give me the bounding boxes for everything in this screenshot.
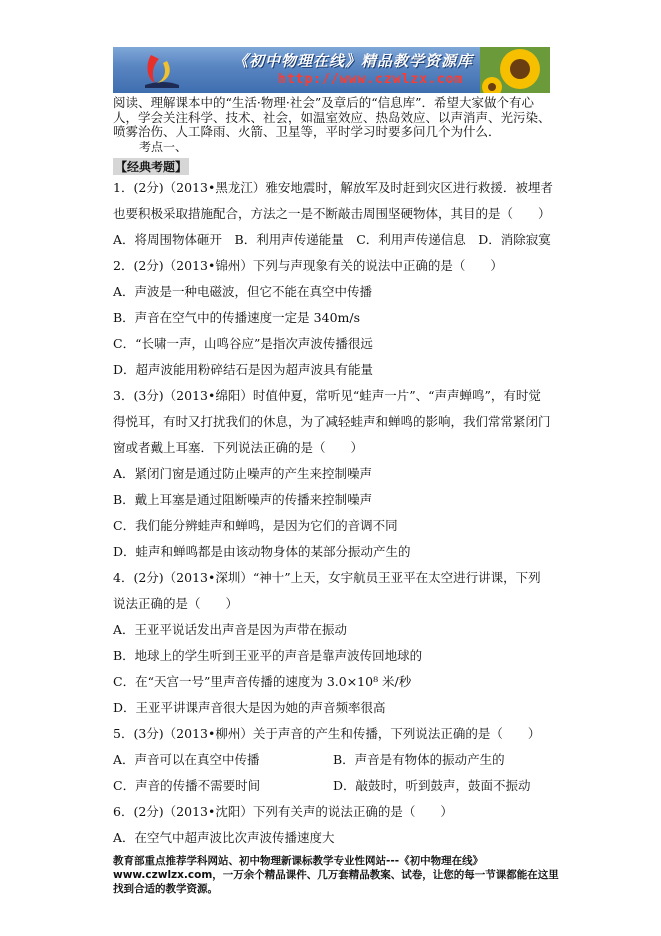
question-option: D．敲鼓时，听到鼓声，鼓面不振动 — [333, 777, 531, 793]
site-logo-icon — [141, 51, 181, 89]
header-banner — [113, 47, 550, 93]
question-stem: 3．(3分)（2013•绵阳）时值仲夏，常听见“蛙声一片”、“声声蝉鸣”，有时觉得悦耳，有时又打扰我们的休息，为了减轻蛙声和蝉鸣的影响，我们常常紧闭门窗或者戴上耳塞．下列说法正确的是（ ） — [113, 387, 551, 455]
option-row — [113, 773, 553, 799]
sunflower-icon — [480, 47, 550, 93]
question-option: A．在空气中超声波比次声波传播速度大 — [113, 829, 335, 845]
question-3 — [113, 383, 553, 565]
question-option: A．声波是一种电磁波，但它不能在真空中传播 — [113, 283, 373, 299]
question-option: A．将周围物体砸开 B．利用声传递能量 C．利用声传递信息 D．消除寂寞 — [113, 231, 551, 247]
question-option: C．在“天宫一号”里声音传播的速度为 3.0×10⁸ 米/秒 — [113, 673, 412, 689]
question-option: C．声音的传播不需要时间 — [113, 777, 261, 793]
question-option: B．地球上的学生听到王亚平的声音是靠声波传回地球的 — [113, 647, 423, 663]
question-option: B．声音在空气中的传播速度一定是 340m/s — [113, 309, 360, 325]
document-body — [113, 96, 553, 851]
question-option: D．超声波能用粉碎结石是因为超声波具有能量 — [113, 361, 374, 377]
question-option: B．声音是有物体的振动产生的 — [333, 751, 505, 767]
question-option: C．“长啸一声，山鸣谷应”是指次声波传播很远 — [113, 335, 373, 351]
question-option: D．王亚平讲课声音很大是因为她的声音频率很高 — [113, 699, 386, 715]
section-label: 【经典考题】 — [115, 159, 188, 174]
question-option: B．戴上耳塞是通过阻断噪声的传播来控制噪声 — [113, 491, 373, 507]
kaodian-heading: 考点一、 — [139, 139, 188, 154]
question-stem: 4．(2分)（2013•深圳）“神十”上天，女宇航员王亚平在太空进行讲课，下列说法正确的是（ ） — [113, 569, 541, 611]
question-1 — [113, 175, 553, 253]
question-5 — [113, 721, 553, 799]
question-option: A．紧闭门窗是通过防止噪声的产生来控制噪声 — [113, 465, 373, 481]
question-4 — [113, 565, 553, 721]
question-stem: 1．(2分)（2013•黑龙江）雅安地震时，解放军及时赶到灾区进行救援．被埋者也要积极采取措施配合，方法之一是不断敲击周围坚硬物体，其目的是（ ） — [113, 179, 553, 221]
question-stem: 5．(3分)（2013•柳州）关于声音的产生和传播，下列说法正确的是（ ） — [113, 725, 541, 741]
question-option: A．王亚平说话发出声音是因为声带在振动 — [113, 621, 348, 637]
question-option: A．声音可以在真空中传播 — [113, 751, 260, 767]
question-stem: 2．(2分)（2013•锦州）下列与声现象有关的说法中正确的是（ ） — [113, 257, 503, 273]
question-option: C．我们能分辨蛙声和蝉鸣，是因为它们的音调不同 — [113, 517, 398, 533]
banner-url[interactable]: http://www.czwlzx.com — [278, 72, 464, 87]
option-row — [113, 747, 553, 773]
page-footer: 教育部重点推荐学科网站、初中物理新课标教学专业性网站---《初中物理在线》www.czwlzx.com，一万余个精品课件、几万套精品教案、试卷，让您的每一节课都能在这里找到合适的教学资源。 — [113, 855, 559, 895]
question-6 — [113, 799, 553, 851]
banner-title: 《初中物理在线》精品教学资源库 — [233, 52, 474, 70]
question-2 — [113, 253, 553, 383]
intro-paragraph: 阅读、理解课本中的“生活·物理·社会”及章后的“信息库”．希望大家做个有心人，学会关注科学、技术、社会，如温室效应、热岛效应、以声消声、光污染、喷雾治伤、人工降雨、火箭、卫星等，平时学习时要多问几个为什么． — [113, 95, 551, 139]
question-option: D．蛙声和蝉鸣都是由该动物身体的某部分振动产生的 — [113, 543, 411, 559]
question-stem: 6．(2分)（2013•沈阳）下列有关声的说法正确的是（ ） — [113, 803, 453, 819]
